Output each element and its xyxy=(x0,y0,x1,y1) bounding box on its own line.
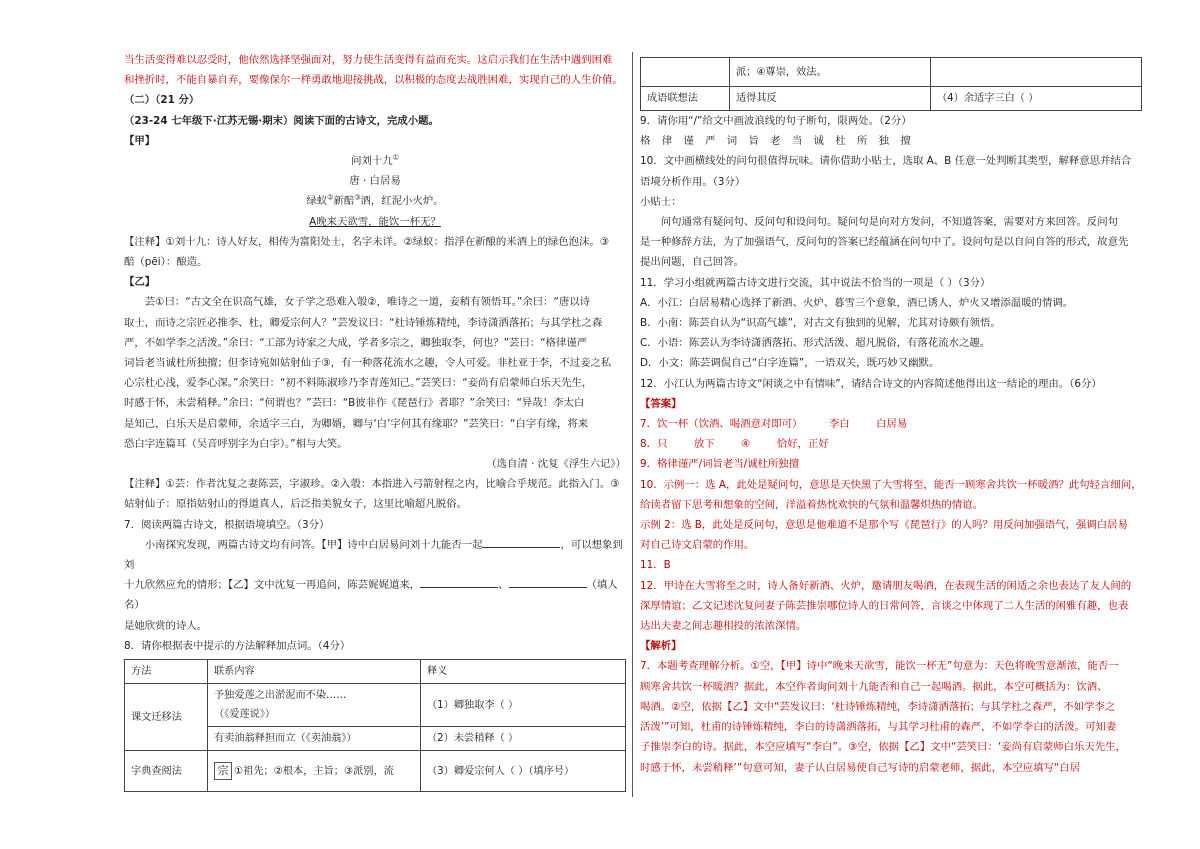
meaning-cell-empty xyxy=(931,58,1142,87)
analysis-line: 7．本题考查理解分析。①空，【甲】诗中“晚来天欲雪，能饮一杯无”句意为：天色将晚雪意渐浓，能否一 xyxy=(640,660,1119,673)
answer-blank[interactable] xyxy=(509,576,587,588)
analysis-line: 喝酒。②空，依据【乙】文中“芸发议曰：‘杜诗锤炼精纯，李诗潇洒落拓；与其学杜之森严，不如学李之 xyxy=(640,700,1116,713)
poem-note-1b: 醅（pēi）：酿造。 xyxy=(124,256,208,269)
poem-line-2: A晚来天欲雪，能饮一杯无？ xyxy=(309,215,441,228)
prose-line: 时感于怀，未尝稍释。”余曰：“何谓也？”芸曰：“B彼非作《琵琶行》者耶？”余笑曰：“异哉！李太白 xyxy=(124,397,585,410)
meaning-cell: （3）卿爱宗何人（ ）（填序号） xyxy=(421,751,626,792)
intro-red-line-2: 和挫折时，不能自暴自弃，要像保尔一样勇敢地迎接挑战，以积极的态度去战胜困难，实现自己的人生价值。 xyxy=(124,74,623,87)
prose-line: 严，不如学李之活泼。”余曰：“工部为诗家之大成，学者多宗之，卿独取李，何也？”芸曰：“格律谨严 xyxy=(124,336,588,349)
question-9-text: 格 律 谨 严 词 旨 老 当 诚 杜 所 独 擅 xyxy=(640,135,915,148)
right-column xyxy=(640,57,1142,778)
method-table xyxy=(124,659,626,792)
question-7-body-3: 是她欣赏的诗人。 xyxy=(124,619,208,632)
answer-11: 11．B xyxy=(640,559,671,572)
question-9: 9．请你用“/”给文中画波浪线的句子断句，限两处。（2分） xyxy=(640,115,912,127)
answer-7: 7．饮一杯（饮酒、喝酒意对即可） 李白 白居易 xyxy=(640,418,908,431)
prose-note-b: 姑射仙子：原指姑射山的得道真人，后泛指美貌女子，这里比喻超凡脱俗。 xyxy=(124,498,467,511)
tip-line: 提出问题，自己回答。 xyxy=(640,256,744,269)
tip-label: 小贴士： xyxy=(640,195,682,208)
content-cell: 宗 ①祖先；②根本，主旨；③派别，流 xyxy=(208,751,421,792)
answer-10: 10．示例一：选 A，此处是疑问句，意思是天快黑了大雪将至，能否一顾寒舍共饮一杯暖酒？此句轻言细问， xyxy=(640,478,1142,491)
poem-title: 问刘十九① xyxy=(351,153,399,168)
analysis-line: 时感于怀，未尝稍释’”句意可知，妻子认白居易使自己写诗的启蒙老师，据此，本空应填写“白居 xyxy=(640,761,1081,774)
character-glyph-icon: 宗 xyxy=(214,762,232,780)
question-7-body-2: 十九欣然应允的情形；【乙】文中沈复一再追问，陈芸娓娓道来， 、 （填人名） xyxy=(124,575,626,615)
intro-red-line-1: 当生活变得难以忍受时，他依然选择坚强面对，努力使生活变得有益而充实。这启示我们在生活中遇到困难 xyxy=(124,54,613,66)
jia-label: 【甲】 xyxy=(124,134,156,147)
question-11: 11．学习小组就两篇古诗文进行交流，其中说法不恰当的一项是（ ）（3分） xyxy=(640,276,991,289)
answer-8: 8．只 放下 ④ 恰好，正好 xyxy=(640,438,829,451)
content-cell: 适得其反 xyxy=(730,87,931,111)
meaning-cell: （2）未尝稍释（ ） xyxy=(421,727,626,751)
analysis-line: 子推崇李白的诗。据此，本空应填写“李白”。③空，依据【乙】文中“芸笑曰：‘妾尚有启蒙师白乐天先生， xyxy=(640,741,1126,754)
answer-blank[interactable] xyxy=(420,576,498,588)
analysis-label: 【解析】 xyxy=(640,640,682,653)
question-8: 8．请你根据表中提示的方法解释加点词。（4分） xyxy=(124,639,351,652)
option-a: A．小江：白居易精心选择了新酒、火炉、暮雪三个意象，酒已诱人，炉火又增添温暖的情调。 xyxy=(640,296,1074,309)
method-table-continued xyxy=(640,57,1142,111)
method-cell-empty xyxy=(641,58,730,87)
answer-10: 对自己诗文启蒙的作用。 xyxy=(640,539,755,552)
prose-line: 芸①曰：“古文全在识高气雄，女子学之恐难入彀②，唯诗之一道，妾稍有领悟耳。”余曰：“唐以诗 xyxy=(144,296,590,309)
content-cell: 有卖油翁释担而立（《卖油翁》） xyxy=(208,727,421,751)
meaning-cell: （4）余适字三白（ ） xyxy=(931,87,1142,111)
answer-label: 【答案】 xyxy=(640,397,682,410)
answer-10: 示例 2：选 B，此处是反问句，意思是他难道不是那个写《琵琶行》的人吗？用反问加强语气，强调白居易 xyxy=(640,519,1128,532)
option-c: C．小语：陈芸认为李诗潇洒落拓、形式活泼、超凡脱俗，有落花流水之趣。 xyxy=(640,337,991,350)
question-10-b: 语境分析作用。（3分） xyxy=(640,175,746,188)
question-7: 7．阅读两篇古诗文，根据语境填空。（3分） xyxy=(124,518,330,531)
prose-line: 心宗杜心浅，爱李心深。”余笑曰：“初不料陈淑珍乃李青莲知己。”芸笑曰：“妾尚有启蒙师白乐天先生， xyxy=(124,377,593,390)
content-cell: 予独爱莲之出淤泥而不染…… （《爱莲说》） xyxy=(208,684,421,727)
answer-12: 深厚情谊；乙文记述沈复问妻子陈芸推崇哪位诗人的日常问答，言谈之中体现了二人生活的闲雅有趣，也表 xyxy=(640,599,1129,612)
section-heading: （二）（21 分） xyxy=(124,94,200,107)
answer-9: 9．格律谨严/词旨老当/诚杜所独擅 xyxy=(640,458,800,471)
prose-line: 恐白字连篇耳（吴音呼别字为白字）。”相与大笑。 xyxy=(124,437,348,450)
poem-author: 唐 · 白居易 xyxy=(349,175,401,188)
tip-line: 是一种修辞方法，为了加强语气，反问句的答案已经蕴涵在问句中了。设问句是以自问自答的形式，故意先 xyxy=(640,236,1129,249)
answer-12: 12．甲诗在大雪将至之时，诗人备好新酒、火炉，邀请朋友喝酒，在表现生活的闲适之余也表达了友人间的 xyxy=(640,579,1132,592)
poem-note-1: 【注释】①刘十九：诗人好友，相传为富阳处士，名字未详。②绿蚁：指浮在新酿的米酒上的绿色泡沫。③ xyxy=(124,235,610,248)
prose-line: 是知己，白乐天是启蒙师，余适字三白，为卿婿，卿与‘白’字何其有缘耶？”芸笑曰：“白字有缘，将来 xyxy=(124,417,589,430)
content-cell: 派；④尊崇，效法。 xyxy=(730,58,931,87)
prose-note: 【注释】①芸：作者沈复之妻陈芸，字淑珍。②入彀：本指进入弓箭射程之内，比喻合乎规范。此指入门。③ xyxy=(124,478,620,491)
question-12: 12．小江认为两篇古诗文“闲谈之中有情味”，请结合诗文的内容简述他得出这一结论的理由。（6分） xyxy=(640,377,1102,390)
method-transfer: 课文迁移法 xyxy=(125,684,208,751)
method-dictionary: 字典查阅法 xyxy=(125,751,208,792)
column-divider xyxy=(632,52,633,797)
prose-line: 词旨老当诚杜所独擅；但李诗宛如姑射仙子③，有一种落花流水之趣，令人可爱。非杜亚于李，不过妾之私 xyxy=(124,357,612,370)
prose-line: 取士，而诗之宗匠必推李、杜，卿爱宗何人？”芸发议曰：“杜诗锤炼精纯，李诗潇洒落拓；与其学杜之森 xyxy=(124,316,603,329)
yi-label: 【乙】 xyxy=(124,276,156,289)
answer-12: 达出夫妻之间志趣相投的浓浓深情。 xyxy=(640,620,807,633)
option-d: D．小文：陈芸调侃自己“白字连篇”，一语双关，既巧妙又幽默。 xyxy=(640,357,940,370)
left-column xyxy=(124,50,626,792)
meaning-cell: （1）卿独取李（ ） xyxy=(421,684,626,727)
answer-blank[interactable] xyxy=(482,536,560,548)
prose-source: （选自清 · 沈复《浮生六记》） xyxy=(486,458,626,471)
tip-line: 问句通常有疑问句、反问句和设问句。疑问句是向对方发问，不知道答案，需要对方来回答。反问句 xyxy=(660,216,1118,229)
table-header-content: 联系内容 xyxy=(208,660,421,684)
answer-10: 给读者留下思考和想象的空间，洋溢着热忱欢快的气氛和温馨炽热的情谊。 xyxy=(640,498,983,511)
poem-line-1: 绿蚁②新醅③酒，红泥小火炉。 xyxy=(306,193,444,208)
method-idiom: 成语联想法 xyxy=(641,87,730,111)
table-header-method: 方法 xyxy=(125,660,208,684)
question-7-body-1: 小南探究发现，两篇古诗文均有问答。【甲】诗中白居易问刘十九能否一起 ，可以想象到刘 xyxy=(124,535,626,575)
source-line: （23-24 七年级下·江苏无锡·期末）阅读下面的古诗文，完成小题。 xyxy=(124,114,439,127)
table-header-meaning: 释义 xyxy=(421,660,626,684)
question-10: 10．文中画横线处的问句很值得玩味。请你借助小贴士，选取 A、B 任意一处判断其类型，解释意思并结合 xyxy=(640,155,1132,168)
option-b: B．小南：陈芸自认为“识高气雄”，对古文有独到的见解，尤其对诗颇有领悟。 xyxy=(640,317,1001,330)
analysis-line: 活泼’”可知，杜甫的诗锤炼精纯，李白的诗潇洒落拓，与其学习杜甫的森严，不如学李白的活泼。可知妻 xyxy=(640,721,1117,734)
analysis-line: 顾寒舍共饮一杯暖酒？据此，本空作者询问刘十九能否和自己一起喝酒。据此，本空可概括为：饮酒、 xyxy=(640,680,1108,693)
